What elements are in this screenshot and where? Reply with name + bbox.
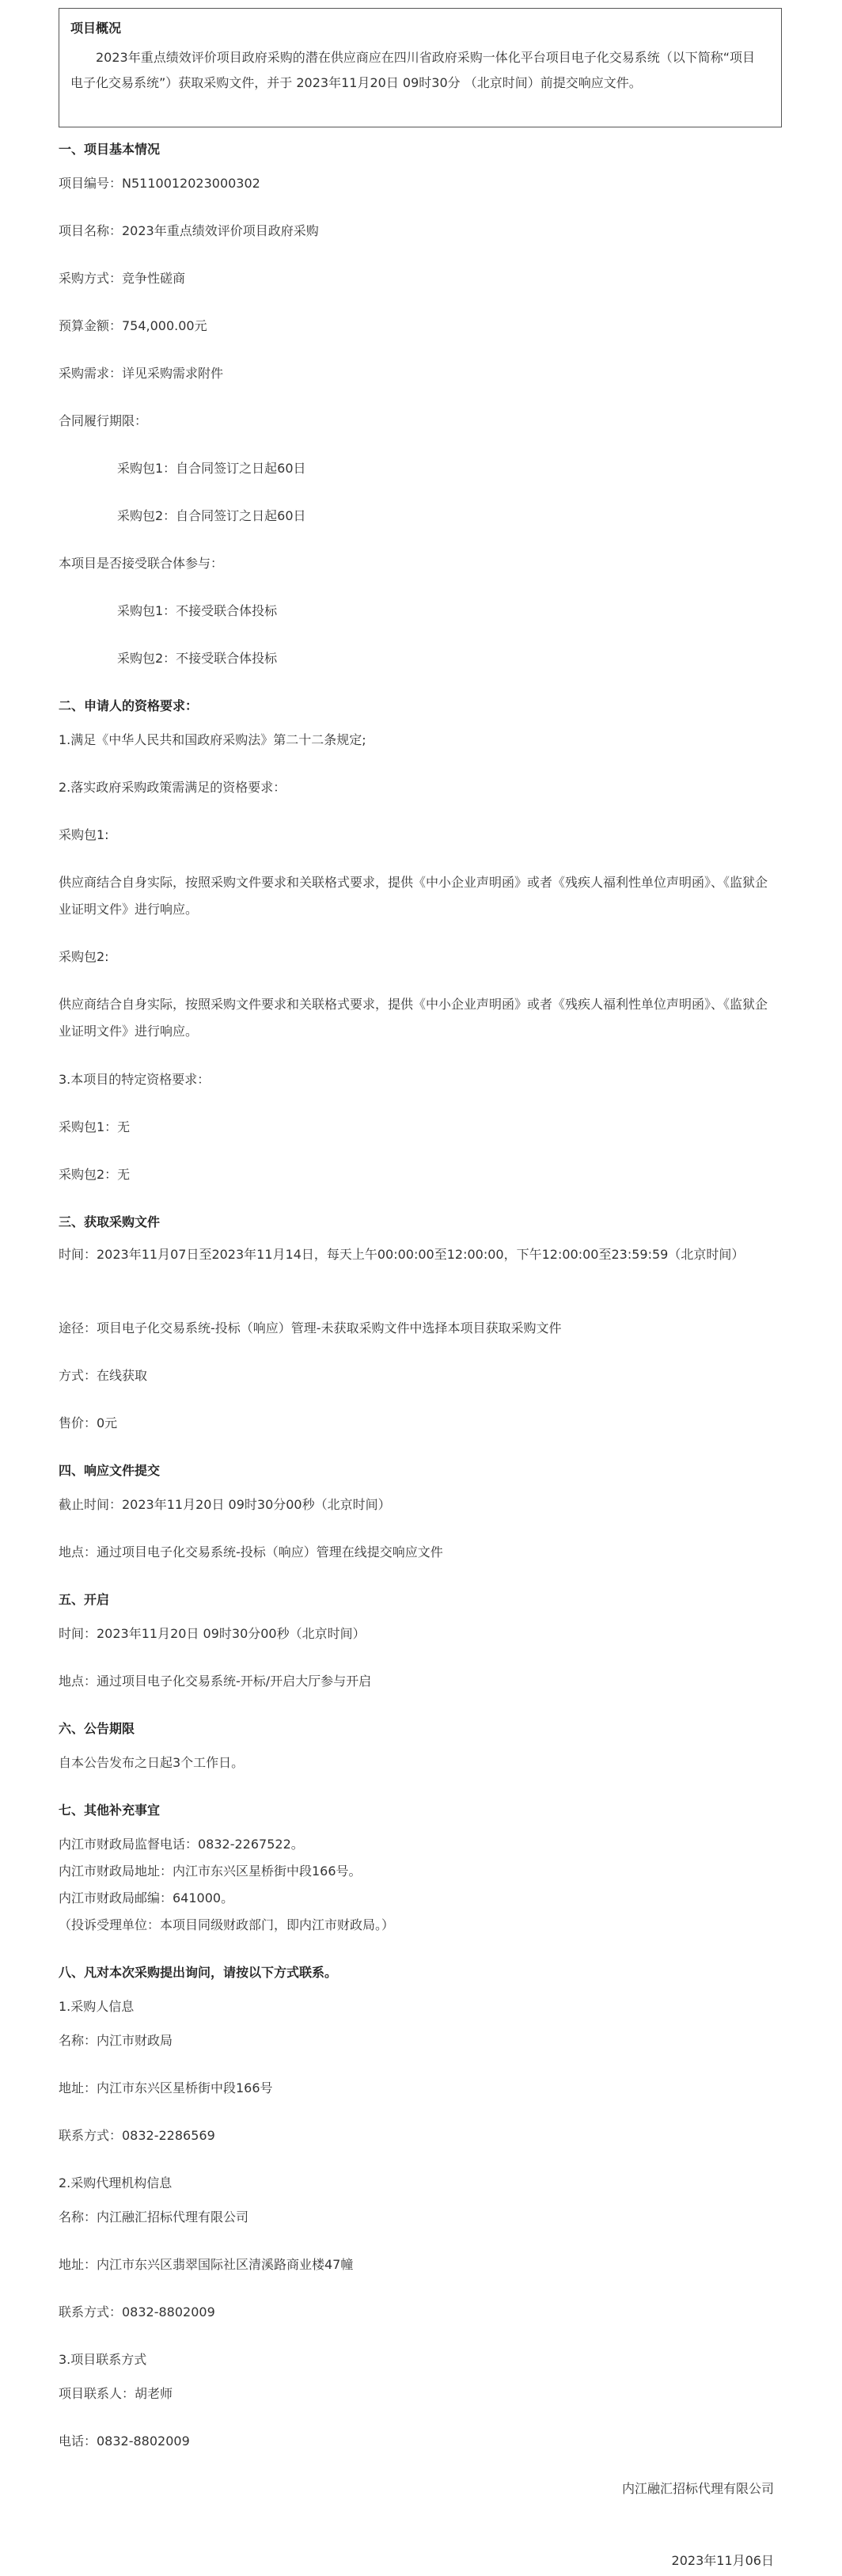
submission-deadline: 截止时间：2023年11月20日 09时30分00秒（北京时间） <box>59 1497 391 1512</box>
complaint-unit: （投诉受理单位：本项目同级财政部门，即内江市财政局。） <box>59 1917 395 1932</box>
requirement-3: 3.本项目的特定资格要求： <box>59 1072 210 1087</box>
project-name: 项目名称：2023年重点绩效评价项目政府采购 <box>59 223 319 238</box>
overview-box <box>59 8 782 127</box>
procurement-demand: 采购需求：详见采购需求附件 <box>59 366 224 381</box>
requirement-2: 2.落实政府采购政策需满足的资格要求： <box>59 780 286 795</box>
section-heading-basic-info: 一、项目基本情况 <box>59 142 161 157</box>
section-heading-qualifications: 二、申请人的资格要求： <box>59 698 199 713</box>
obtain-mode: 方式：在线获取 <box>59 1368 148 1383</box>
footer-date: 2023年11月06日 <box>671 2553 774 2568</box>
project-contact-title: 3.项目联系方式 <box>59 2352 147 2367</box>
package2-label: 采购包2: <box>59 949 109 964</box>
package1-requirement-text: 供应商结合自身实际，按照采购文件要求和关联格式要求，提供《中小企业声明函》或者《残疾人福利性单位声明函》、《监狱企业证明文件》进行响应。 <box>59 875 768 917</box>
budget-amount: 预算金额：754,000.00元 <box>59 318 207 333</box>
package2-consortium: 采购包2：不接受联合体投标 <box>117 651 278 666</box>
package1-period: 采购包1：自合同签订之日起60日 <box>117 461 306 476</box>
agent-name: 名称：内江融汇招标代理有限公司 <box>59 2209 249 2225</box>
package1-special-requirement: 采购包1：无 <box>59 1119 131 1134</box>
opening-time: 时间：2023年11月20日 09时30分00秒（北京时间） <box>59 1626 366 1641</box>
section-heading-opening: 五、开启 <box>59 1592 110 1607</box>
buyer-name: 名称：内江市财政局 <box>59 2033 173 2048</box>
obtain-time: 时间：2023年11月07日至2023年11月14日，每天上午00:00:00至12:00:00，下午12:00:00至23:59:59（北京时间） <box>59 1247 745 1262</box>
procurement-method: 采购方式：竞争性磋商 <box>59 271 186 286</box>
section-heading-obtain-documents: 三、获取采购文件 <box>59 1214 161 1229</box>
section-heading-notice-period: 六、公告期限 <box>59 1721 135 1736</box>
package2-requirement-text: 供应商结合自身实际，按照采购文件要求和关联格式要求，提供《中小企业声明函》或者《残疾人福利性单位声明函》、《监狱企业证明文件》进行响应。 <box>59 997 768 1039</box>
notice-period-text: 自本公告发布之日起3个工作日。 <box>59 1755 245 1770</box>
agent-info-title: 2.采购代理机构信息 <box>59 2175 173 2190</box>
package2-special-requirement: 采购包2：无 <box>59 1167 131 1182</box>
overview-title: 项目概况 <box>70 21 122 36</box>
finance-bureau-address: 内江市财政局地址：内江市东兴区星桥街中段166号。 <box>59 1864 362 1879</box>
submission-place: 地点：通过项目电子化交易系统-投标（响应）管理在线提交响应文件 <box>59 1544 443 1560</box>
section-heading-submission: 四、响应文件提交 <box>59 1463 161 1478</box>
project-contact-phone: 电话：0832-8802009 <box>59 2434 190 2449</box>
supervision-phone: 内江市财政局监督电话：0832-2267522。 <box>59 1837 304 1852</box>
footer-organization: 内江融汇招标代理有限公司 <box>621 2481 774 2496</box>
package1-consortium: 采购包1：不接受联合体投标 <box>117 603 278 618</box>
contract-period-label: 合同履行期限： <box>59 413 148 428</box>
package1-label: 采购包1: <box>59 827 109 842</box>
finance-bureau-postcode: 内江市财政局邮编：641000。 <box>59 1890 234 1905</box>
opening-place: 地点：通过项目电子化交易系统-开标/开启大厅参与开启 <box>59 1674 372 1689</box>
requirement-1: 1.满足《中华人民共和国政府采购法》第二十二条规定; <box>59 732 366 747</box>
buyer-address: 地址：内江市东兴区星桥街中段166号 <box>59 2080 273 2095</box>
agent-contact: 联系方式：0832-8802009 <box>59 2304 215 2320</box>
obtain-route: 途径：项目电子化交易系统-投标（响应）管理-未获取采购文件中选择本项目获取采购文件 <box>59 1320 562 1335</box>
project-contact-person: 项目联系人：胡老师 <box>59 2386 173 2401</box>
buyer-info-title: 1.采购人信息 <box>59 1999 135 2014</box>
section-heading-contact: 八、凡对本次采购提出询问，请按以下方式联系。 <box>59 1965 338 1980</box>
package2-period: 采购包2：自合同签订之日起60日 <box>117 508 306 523</box>
agent-address: 地址：内江市东兴区翡翠国际社区清溪路商业楼47幢 <box>59 2257 354 2272</box>
section-heading-supplementary: 七、其他补充事宜 <box>59 1803 161 1818</box>
consortium-label: 本项目是否接受联合体参与： <box>59 556 224 571</box>
overview-text: 2023年重点绩效评价项目政府采购的潜在供应商应在四川省政府采购一体化平台项目电子化交易系统（以下简称“项目电子化交易系统”）获取采购文件，并于 2023年11月20日 09时30分 （北京时间）前提交响应文件。 <box>70 50 756 90</box>
document-price: 售价：0元 <box>59 1415 118 1430</box>
project-number: 项目编号：N5110012023000302 <box>59 176 260 191</box>
buyer-contact: 联系方式：0832-2286569 <box>59 2128 215 2143</box>
